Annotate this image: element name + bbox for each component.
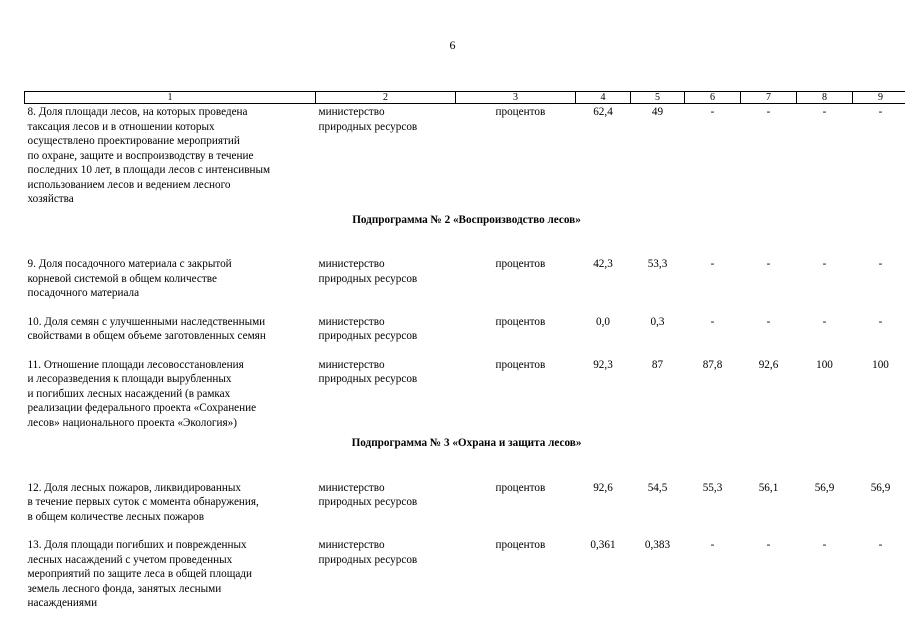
column-number-6: 6	[685, 92, 741, 104]
value-col-5: 87	[651, 358, 664, 371]
table-row	[25, 104, 905, 207]
value-col-6: 55,3	[702, 481, 723, 494]
column-number-row	[25, 92, 905, 104]
column-number-2: 2	[316, 92, 456, 104]
unit-of-measure: процентов	[495, 315, 546, 328]
responsible-ministry: министерство природных ресурсов	[318, 315, 418, 342]
value-col-8: -	[822, 539, 827, 551]
value-col-8: 56,9	[814, 481, 835, 494]
column-number-7: 7	[741, 92, 797, 104]
table-body	[25, 104, 905, 611]
table-row	[25, 233, 905, 301]
unit-of-measure: процентов	[495, 358, 546, 371]
value-col-5: 0,3	[650, 315, 665, 328]
value-col-9: 100	[872, 358, 889, 371]
value-col-4: 42,3	[593, 258, 613, 270]
table-row	[25, 524, 905, 611]
page-number: 6	[449, 38, 456, 52]
value-col-7: -	[766, 539, 771, 551]
value-col-9: -	[878, 106, 883, 118]
table-row	[25, 457, 905, 525]
value-col-4: 0,361	[590, 539, 616, 551]
value-col-7: 92,6	[758, 358, 779, 371]
value-col-7: -	[766, 315, 771, 328]
value-col-8: -	[822, 106, 827, 118]
value-col-7: -	[766, 258, 771, 270]
indicator-name: 9. Доля посадочного материала с закрытой корневой системой в общем количестве посадочного материала	[27, 258, 232, 299]
value-col-5: 49	[651, 106, 664, 118]
value-col-6: -	[710, 106, 715, 118]
value-col-9: -	[878, 315, 883, 328]
indicator-name: 12. Доля лесных пожаров, ликвидированных в течение первых суток с момента обнаружения, в общем количестве лесных пожаров	[27, 481, 259, 523]
value-col-6: -	[710, 315, 715, 328]
value-col-8: -	[822, 258, 827, 270]
table-row	[25, 301, 905, 344]
value-col-4: 0,0	[596, 315, 610, 328]
indicator-name: 11. Отношение площади лесовосстановления и лесоразведения к площади вырубленных и погибших лесных насаждений (в рамках реализации федерального проекта «Сохранение лесов» национального проекта «Экология»)	[27, 358, 257, 429]
column-number-5: 5	[631, 92, 685, 104]
value-col-5: 0,383	[644, 539, 671, 551]
value-col-6: 87,8	[702, 358, 723, 371]
value-col-8: -	[822, 315, 827, 328]
column-number-9: 9	[853, 92, 905, 104]
column-number-1: 1	[25, 92, 316, 104]
unit-of-measure: процентов	[495, 481, 546, 494]
responsible-ministry: министерство природных ресурсов	[318, 481, 418, 508]
unit-of-measure: процентов	[495, 106, 546, 118]
value-col-8: 100	[816, 358, 833, 371]
unit-of-measure: процентов	[495, 258, 546, 270]
value-col-9: -	[878, 539, 883, 551]
value-col-7: 56,1	[758, 481, 779, 494]
subprogram-heading	[25, 207, 905, 234]
value-col-6: -	[710, 258, 715, 270]
column-number-4: 4	[576, 92, 631, 104]
value-col-7: -	[766, 106, 771, 118]
column-number-3: 3	[456, 92, 576, 104]
indicator-name: 13. Доля площади погибших и поврежденных лесных насаждений с учетом проведенных мероприятий по защите леса в общей площади земель лесного фонда, занятых лесными насаждениями	[27, 539, 252, 609]
value-col-5: 53,3	[647, 258, 668, 270]
subprogram-title: Подпрограмма № 2 «Воспроизводство лесов»	[352, 213, 581, 226]
subprogram-heading	[25, 430, 905, 457]
table-row	[25, 344, 905, 431]
value-col-9: -	[878, 258, 883, 270]
indicators-table	[24, 91, 905, 611]
responsible-ministry: министерство природных ресурсов	[318, 539, 418, 566]
indicator-name: 10. Доля семян с улучшенными наследственными свойствами в общем объеме заготовленных семян	[27, 315, 266, 342]
value-col-4: 92,3	[593, 358, 613, 371]
indicator-name: 8. Доля площади лесов, на которых проведена таксация лесов и в отношении которых осуществлено проектирование мероприятий по охране, защите и воспроизводству в течение последних 10 лет, в площади лесов с интенсивным использованием лесов и ведением лесного хозяйства	[27, 106, 271, 205]
value-col-9: 56,9	[870, 481, 891, 494]
value-col-5: 54,5	[647, 481, 668, 494]
value-col-4: 92,6	[593, 481, 613, 494]
value-col-6: -	[710, 539, 715, 551]
value-col-4: 62,4	[593, 106, 613, 118]
subprogram-title: Подпрограмма № 3 «Охрана и защита лесов»	[351, 437, 582, 449]
responsible-ministry: министерство природных ресурсов	[318, 258, 418, 285]
responsible-ministry: министерство природных ресурсов	[318, 358, 418, 385]
column-number-8: 8	[797, 92, 853, 104]
responsible-ministry: министерство природных ресурсов	[318, 106, 418, 133]
unit-of-measure: процентов	[495, 539, 546, 551]
